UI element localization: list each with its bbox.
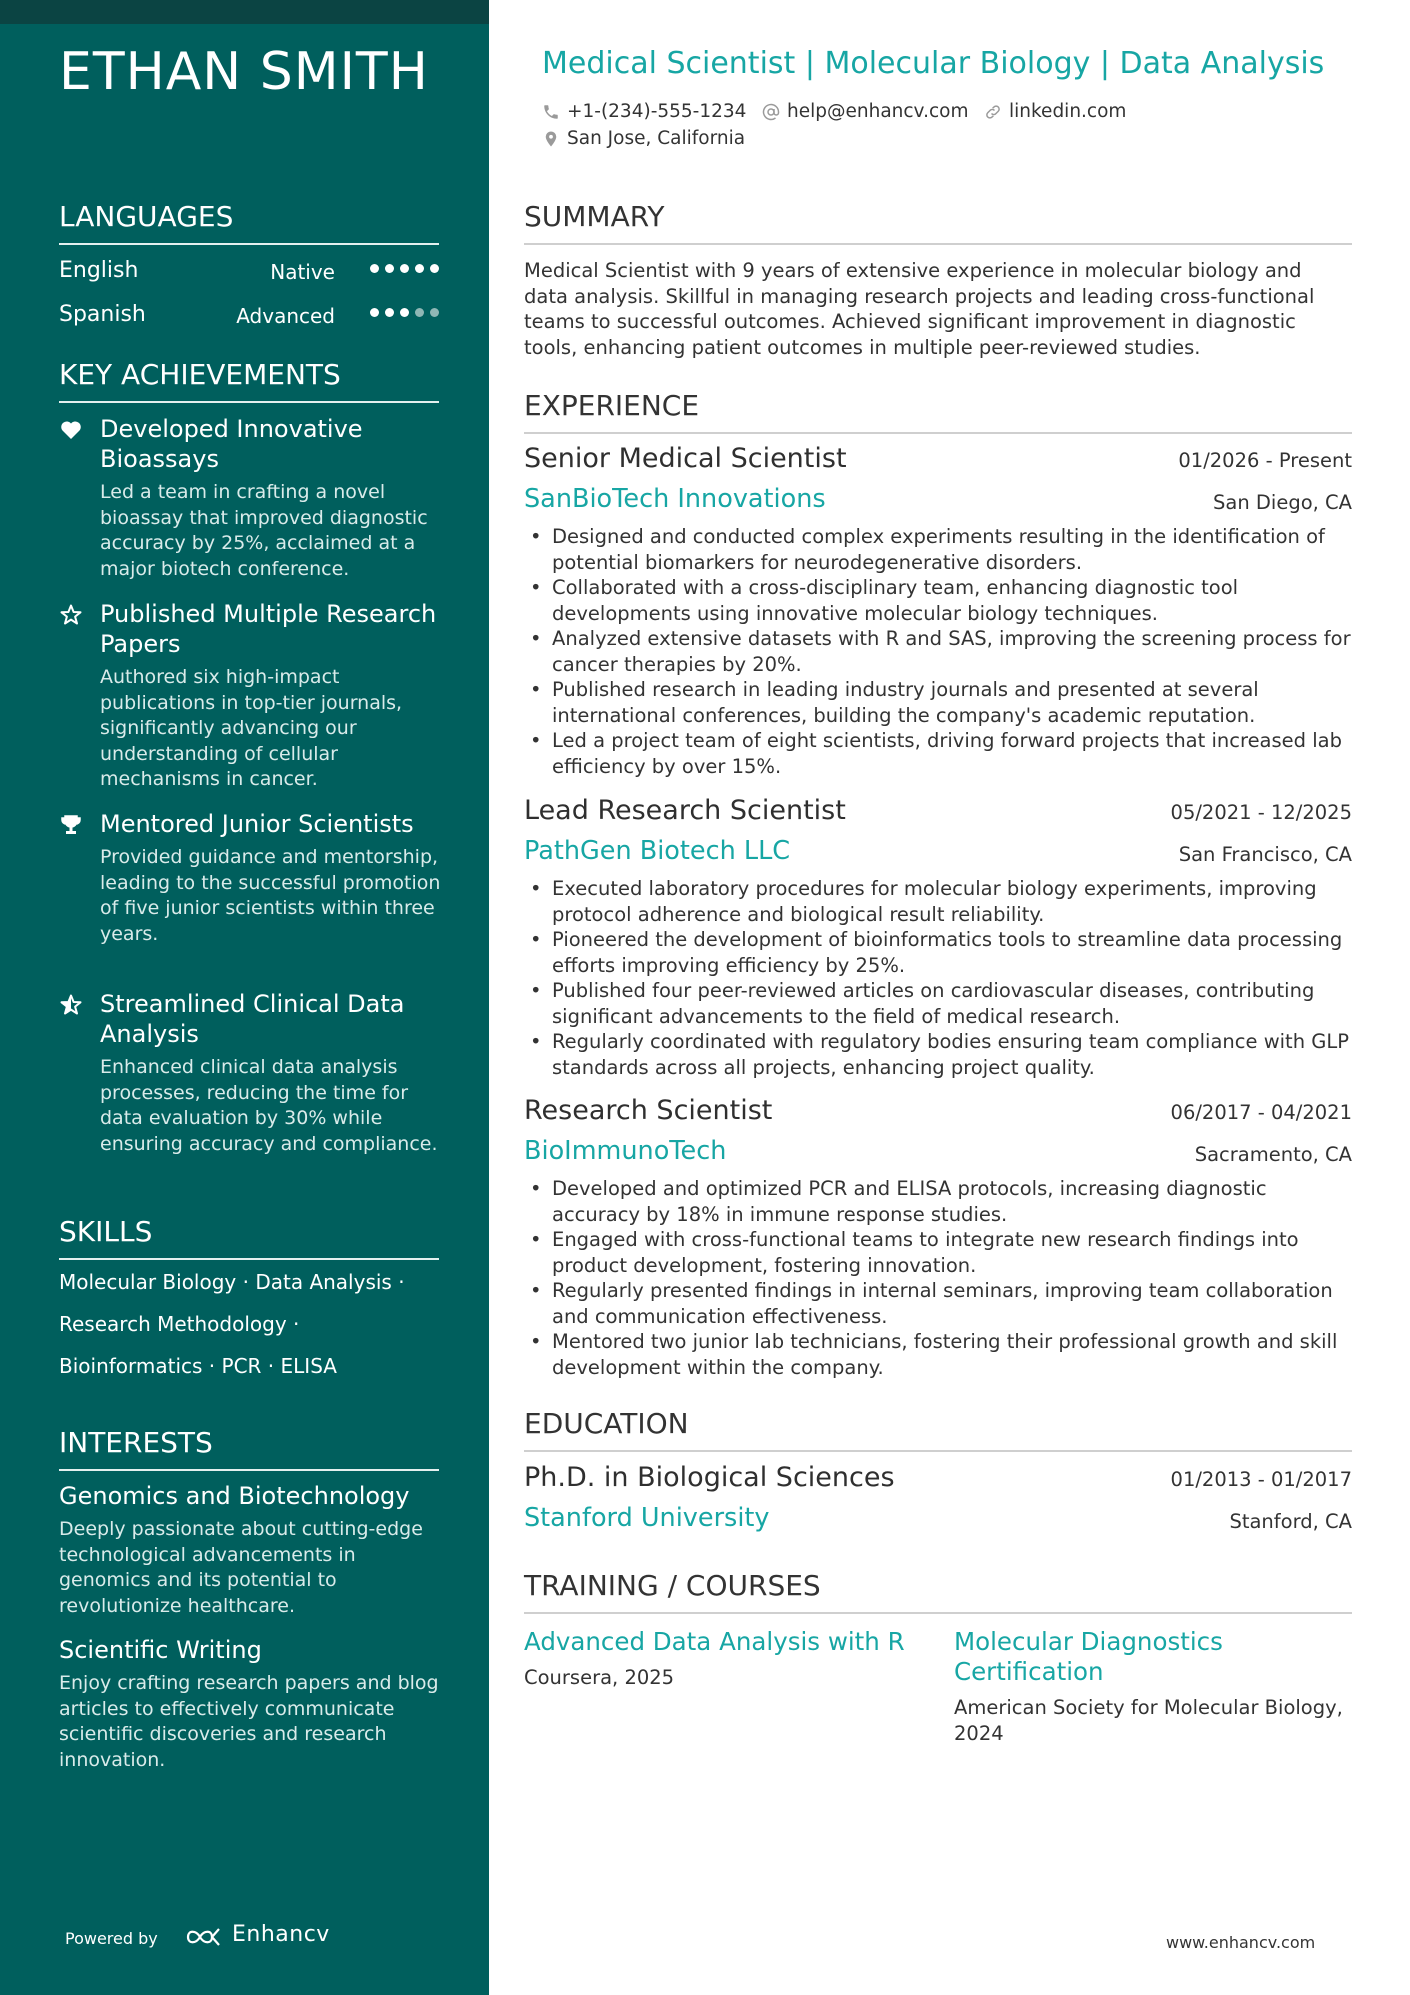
- language-name: English: [59, 258, 139, 283]
- skills-line: Bioinformatics · PCR · ELISA: [59, 1354, 337, 1378]
- language-row: [59, 258, 439, 288]
- language-rating: [370, 308, 439, 317]
- achievement-description: Led a team in crafting a novel bioassay that improved diagnostic accuracy by 25%, acclaimed at a major biotech conference.: [100, 481, 428, 580]
- education-item: [524, 1462, 1352, 1543]
- achievement-title: Streamlined Clinical Data Analysis: [100, 990, 405, 1048]
- language-level: Advanced: [236, 304, 335, 328]
- sidebar: [0, 0, 489, 1995]
- contact-phone: [542, 101, 746, 122]
- company-name: BioImmunoTech: [524, 1136, 727, 1166]
- location-pin-icon: [542, 129, 560, 149]
- interest-item: [59, 1481, 444, 1619]
- heart-icon: [59, 418, 83, 442]
- language-level: Native: [270, 260, 335, 284]
- enhancv-logo-icon: [184, 1925, 224, 1949]
- course-item: [524, 1627, 924, 1691]
- job-bullet: • Engaged with cross-functional teams to integrate new research findings into product development, fostering innovation.: [524, 1227, 1352, 1278]
- sidebar-top-bar: [0, 0, 489, 24]
- job-bullet: • Published research in leading industry journals and presented at several international conferences, building the company's academic reputation.: [524, 677, 1352, 728]
- job-bullet: • Developed and optimized PCR and ELISA protocols, increasing diagnostic accuracy by 18% in immune response studies.: [524, 1176, 1352, 1227]
- skills-line: Research Methodology ·: [59, 1312, 300, 1336]
- at-sign-icon: [762, 103, 780, 121]
- job-bullet: • Mentored two junior lab technicians, fostering their professional growth and skill development within the company.: [524, 1329, 1352, 1380]
- rating-dot: [430, 264, 439, 273]
- interests-heading: INTERESTS: [59, 1426, 439, 1471]
- job-title: Research Scientist: [524, 1095, 773, 1126]
- interest-description: Deeply passionate about cutting-edge technological advancements in genomics and its potential to revolutionize healthcare.: [59, 1518, 423, 1617]
- job-bullet: • Designed and conducted complex experiments resulting in the identification of potential biomarkers for neurodegenerative disorders.: [524, 524, 1352, 575]
- experience-item: [524, 795, 1352, 1080]
- language-row: [59, 302, 439, 332]
- candidate-name: ETHAN SMITH: [59, 42, 429, 102]
- location-text: San Jose, California: [567, 128, 746, 149]
- training-heading: TRAINING / COURSES: [524, 1569, 1352, 1614]
- job-bullet: • Executed laboratory procedures for molecular biology experiments, improving protocol adherence and biological result reliability.: [524, 876, 1352, 927]
- summary-text: Medical Scientist with 9 years of extensive experience in molecular biology and data analysis. Skillful in managing research projects and leading cross-functional teams to successful outcomes. Achieved significant improvement in diagnostic tools, enhancing patient outcomes in multiple peer-reviewed studies.: [524, 259, 1315, 359]
- experience-item: [524, 1095, 1352, 1380]
- contact-email[interactable]: [762, 101, 968, 122]
- interest-item: [59, 1635, 444, 1773]
- job-location: San Diego, CA: [1213, 491, 1352, 514]
- job-bullets: [524, 876, 1352, 1080]
- job-title: Senior Medical Scientist: [524, 443, 847, 474]
- language-name: Spanish: [59, 302, 146, 327]
- contact-location: [542, 128, 745, 149]
- rating-dot: [370, 264, 379, 273]
- job-bullet: • Collaborated with a cross-disciplinary team, enhancing diagnostic tool developments using innovative molecular biology techniques.: [524, 575, 1352, 626]
- achievement-item: [59, 414, 449, 582]
- course-item: [954, 1627, 1354, 1746]
- star-half-icon: [59, 993, 83, 1017]
- rating-dot: [385, 308, 394, 317]
- interest-title: Scientific Writing: [59, 1636, 262, 1664]
- rating-dot: [385, 264, 394, 273]
- job-bullet: • Led a project team of eight scientists, driving forward projects that increased lab efficiency by over 15%.: [524, 728, 1352, 779]
- job-bullet: • Published four peer-reviewed articles on cardiovascular diseases, contributing significant advancements to the field of medical research.: [524, 978, 1352, 1029]
- achievement-item: [59, 989, 449, 1157]
- job-dates: 01/2026 - Present: [1178, 449, 1352, 472]
- star-outline-icon: [59, 603, 83, 627]
- achievement-description: Provided guidance and mentorship, leading to the successful promotion of five junior scientists within three years.: [100, 846, 441, 945]
- headline: Medical Scientist | Molecular Biology | Data Analysis: [542, 46, 1325, 81]
- course-provider: American Society for Molecular Biology, 2024: [954, 1696, 1343, 1745]
- interest-title: Genomics and Biotechnology: [59, 1482, 410, 1510]
- education-dates: 01/2013 - 01/2017: [1170, 1468, 1352, 1491]
- achievement-title: Mentored Junior Scientists: [100, 810, 414, 838]
- job-bullet: • Pioneered the development of bioinformatics tools to streamline data processing efforts improving efficiency by 25%.: [524, 927, 1352, 978]
- achievement-title: Published Multiple Research Papers: [100, 600, 437, 658]
- education-location: Stanford, CA: [1229, 1510, 1352, 1533]
- degree-title: Ph.D. in Biological Sciences: [524, 1462, 895, 1493]
- rating-dot: [430, 308, 439, 317]
- languages-heading: LANGUAGES: [59, 200, 439, 245]
- skills-heading: SKILLS: [59, 1215, 439, 1260]
- job-bullets: [524, 524, 1352, 779]
- skills-list: [59, 1270, 439, 1396]
- language-rating: [370, 264, 439, 273]
- achievement-description: Enhanced clinical data analysis processes, reducing the time for data evaluation by 30% while ensuring accuracy and compliance.: [100, 1056, 438, 1155]
- course-provider: Coursera, 2025: [524, 1666, 675, 1689]
- rating-dot: [370, 308, 379, 317]
- course-title: Molecular Diagnostics Certification: [954, 1627, 1223, 1686]
- rating-dot: [415, 308, 424, 317]
- achievement-description: Authored six high-impact publications in top-tier journals, significantly advancing our understanding of cellular mechanisms in cancer.: [100, 666, 403, 790]
- skills-line: Molecular Biology · Data Analysis ·: [59, 1270, 405, 1294]
- job-title: Lead Research Scientist: [524, 795, 846, 826]
- job-location: San Francisco, CA: [1178, 843, 1352, 866]
- achievement-title: Developed Innovative Bioassays: [100, 415, 363, 473]
- job-bullets: [524, 1176, 1352, 1380]
- linkedin-text[interactable]: linkedin.com: [1009, 101, 1127, 122]
- achievements-heading: KEY ACHIEVEMENTS: [59, 358, 439, 403]
- job-bullet: • Regularly presented findings in internal seminars, improving team collaboration and communication effectiveness.: [524, 1278, 1352, 1329]
- summary-heading: SUMMARY: [524, 200, 1352, 245]
- phone-text: +1-(234)-555-1234: [567, 101, 747, 122]
- link-icon: [984, 103, 1002, 121]
- rating-dot: [415, 264, 424, 273]
- company-name: SanBioTech Innovations: [524, 484, 826, 514]
- achievement-item: [59, 599, 449, 793]
- footer-url[interactable]: www.enhancv.com: [1166, 1933, 1316, 1952]
- education-heading: EDUCATION: [524, 1407, 1352, 1452]
- job-dates: 05/2021 - 12/2025: [1170, 801, 1352, 824]
- experience-heading: EXPERIENCE: [524, 389, 1352, 434]
- trophy-icon: [59, 813, 83, 837]
- enhancv-brand-name: Enhancv: [232, 1922, 330, 1947]
- school-name: Stanford University: [524, 1503, 770, 1533]
- job-bullet: • Regularly coordinated with regulatory bodies ensuring team compliance with GLP standards across all projects, enhancing project quality.: [524, 1029, 1352, 1080]
- email-text[interactable]: help@enhancv.com: [787, 101, 969, 122]
- course-title: Advanced Data Analysis with R: [524, 1627, 905, 1656]
- phone-icon: [542, 103, 560, 121]
- company-name: PathGen Biotech LLC: [524, 836, 791, 866]
- rating-dot: [400, 264, 409, 273]
- interest-description: Enjoy crafting research papers and blog articles to effectively communicate scientific discoveries and research innovation.: [59, 1672, 439, 1771]
- job-location: Sacramento, CA: [1194, 1143, 1352, 1166]
- achievement-item: [59, 809, 449, 947]
- job-dates: 06/2017 - 04/2021: [1170, 1101, 1352, 1124]
- rating-dot: [400, 308, 409, 317]
- experience-item: [524, 443, 1352, 779]
- powered-by-label: Powered by: [65, 1929, 158, 1948]
- job-bullet: • Analyzed extensive datasets with R and SAS, improving the screening process for cancer therapies by 20%.: [524, 626, 1352, 677]
- contact-linkedin[interactable]: [984, 101, 1126, 122]
